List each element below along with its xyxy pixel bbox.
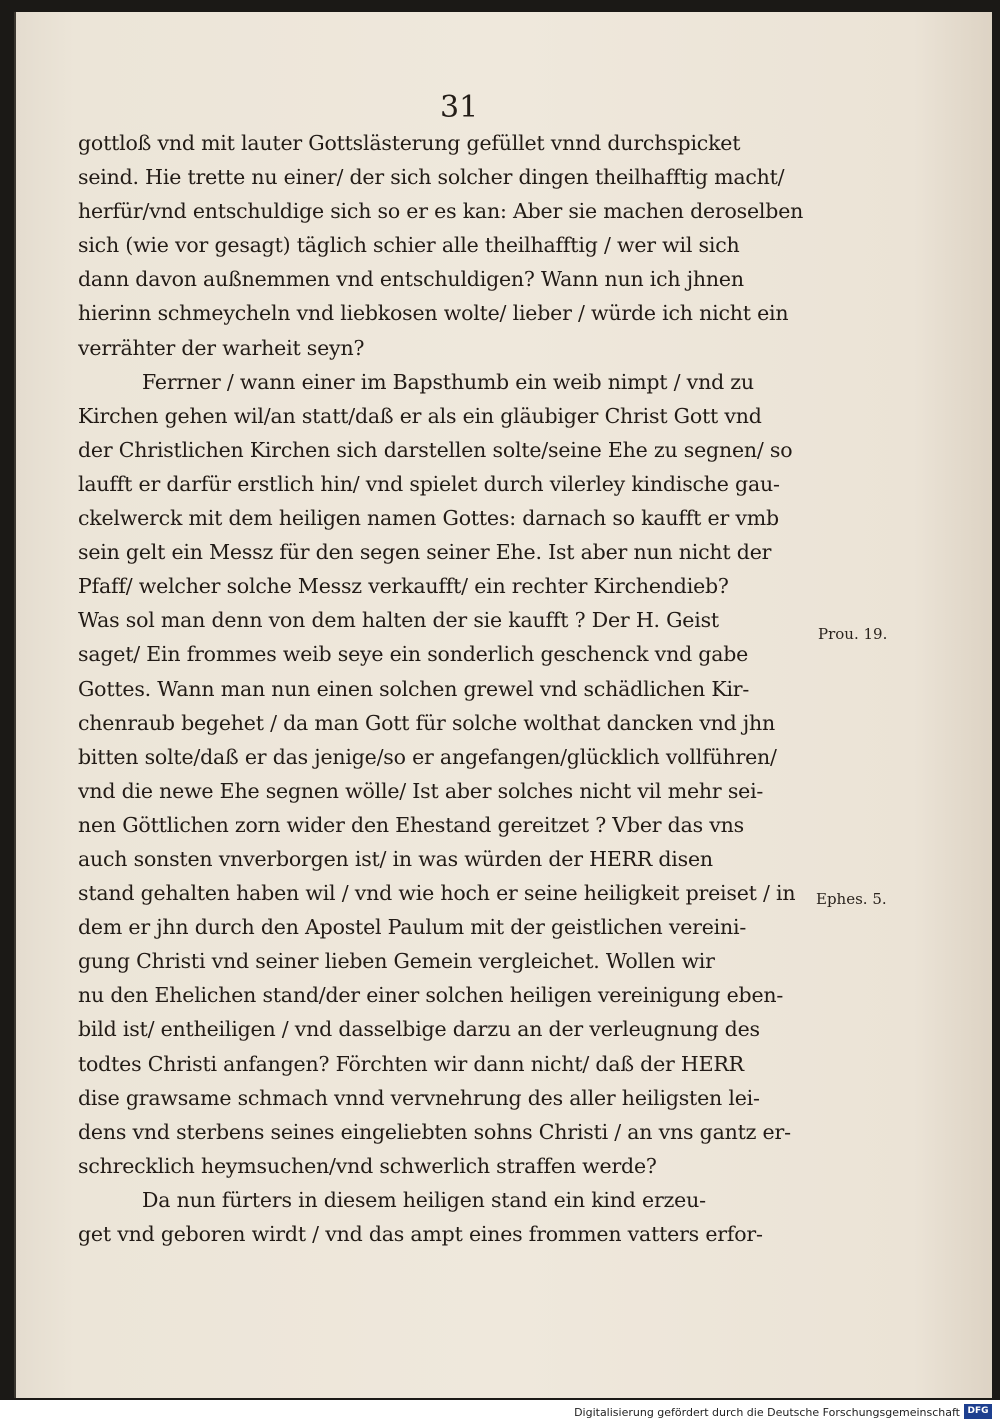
text-line: Gottes. Wann man nun einen solchen grewel vnd schädlichen Kir- xyxy=(78,676,750,701)
text-line: dens vnd sterbens seines eingeliebten sohns Christi / an vns gantz er- xyxy=(78,1119,791,1144)
text-line: saget/ Ein frommes weib seye ein sonderlich geschenck vnd gabe xyxy=(78,642,749,667)
marginal-note: Ephes. 5. xyxy=(816,890,887,908)
text-line: sich (wie vor gesagt) täglich schier alle theilhafftig / wer wil sich xyxy=(78,233,740,258)
text-line: verrähter der warheit seyn? xyxy=(78,335,365,360)
marginal-note: Prou. 19. xyxy=(818,625,888,643)
text-line: herfür/vnd entschuldige sich so er es kan: Aber sie machen deroselben xyxy=(78,199,804,224)
text-line: auch sonsten vnverborgen ist/ in was würden der HERR disen xyxy=(78,846,713,871)
text-line: gung Christi vnd seiner lieben Gemein vergleichet. Wollen wir xyxy=(78,949,715,974)
text-line: Ferrner / wann einer im Bapsthumb ein weib nimpt / vnd zu xyxy=(142,369,754,394)
text-line: Was sol man denn von dem halten der sie kaufft ? Der H. Geist xyxy=(78,608,719,633)
text-line: vnd die newe Ehe segnen wölle/ Ist aber solches nicht vil mehr sei- xyxy=(78,778,764,803)
text-line: ckelwerck mit dem heiligen namen Gottes: darnach so kaufft er vmb xyxy=(78,506,779,531)
text-line: der Christlichen Kirchen sich darstellen solte/seine Ehe zu segnen/ so xyxy=(78,437,793,462)
page-number: 31 xyxy=(440,90,479,125)
text-line: stand gehalten haben wil / vnd wie hoch er seine heiligkeit preiset / in xyxy=(78,881,796,906)
text-line: dise grawsame schmach vnnd vervnehrung des aller heiligsten lei- xyxy=(78,1085,760,1110)
text-line: gottloß vnd mit lauter Gottslästerung gefüllet vnnd durchspicket xyxy=(78,131,741,155)
page-text xyxy=(78,126,818,1251)
text-line: chenraub begehet / da man Gott für solche wolthat dancken vnd jhn xyxy=(78,710,776,735)
text-line: todtes Christi anfangen? Förchten wir dann nicht/ daß der HERR xyxy=(78,1051,744,1076)
text-line: Pfaff/ welcher solche Messz verkaufft/ ein rechter Kirchendieb? xyxy=(78,574,729,599)
text-line: nu den Ehelichen stand/der einer solchen heiligen vereinigung eben- xyxy=(78,983,784,1008)
text-line: schrecklich heymsuchen/vnd schwerlich straffen werde? xyxy=(78,1153,657,1178)
text-line: get vnd geboren wirdt / vnd das ampt eines frommen vatters erfor- xyxy=(78,1222,763,1246)
text-line: Kirchen gehen wil/an statt/daß er als ein gläubiger Christ Gott vnd xyxy=(78,403,762,428)
text-line: hierinn schmeycheln vnd liebkosen wolte/ lieber / würde ich nicht ein xyxy=(78,301,789,326)
funding-credit: Digitalisierung gefördert durch die Deutsche Forschungsgemeinschaft xyxy=(574,1406,960,1419)
text-line: dann davon außnemmen vnd entschuldigen? Wann nun ich jhnen xyxy=(78,267,744,292)
text-line: bild ist/ entheiligen / vnd dasselbige darzu an der verleugnung des xyxy=(78,1017,760,1042)
text-line: seind. Hie trette nu einer/ der sich solcher dingen theilhafftig macht/ xyxy=(78,165,785,190)
text-line: Da nun fürters in diesem heiligen stand ein kind erzeu- xyxy=(142,1187,706,1212)
text-line: laufft er darfür erstlich hin/ vnd spielet durch vilerley kindische gau- xyxy=(78,471,780,496)
text-line: bitten solte/daß er das jenige/so er angefangen/glücklich vollführen/ xyxy=(78,744,777,769)
text-line: sein gelt ein Messz für den segen seiner Ehe. Ist aber nun nicht der xyxy=(78,540,772,565)
dfg-logo-icon: DFG xyxy=(964,1404,992,1419)
text-line: dem er jhn durch den Apostel Paulum mit der geistlichen vereini- xyxy=(78,915,747,940)
text-line: nen Göttlichen zorn wider den Ehestand gereitzet ? Vber das vns xyxy=(78,812,744,837)
